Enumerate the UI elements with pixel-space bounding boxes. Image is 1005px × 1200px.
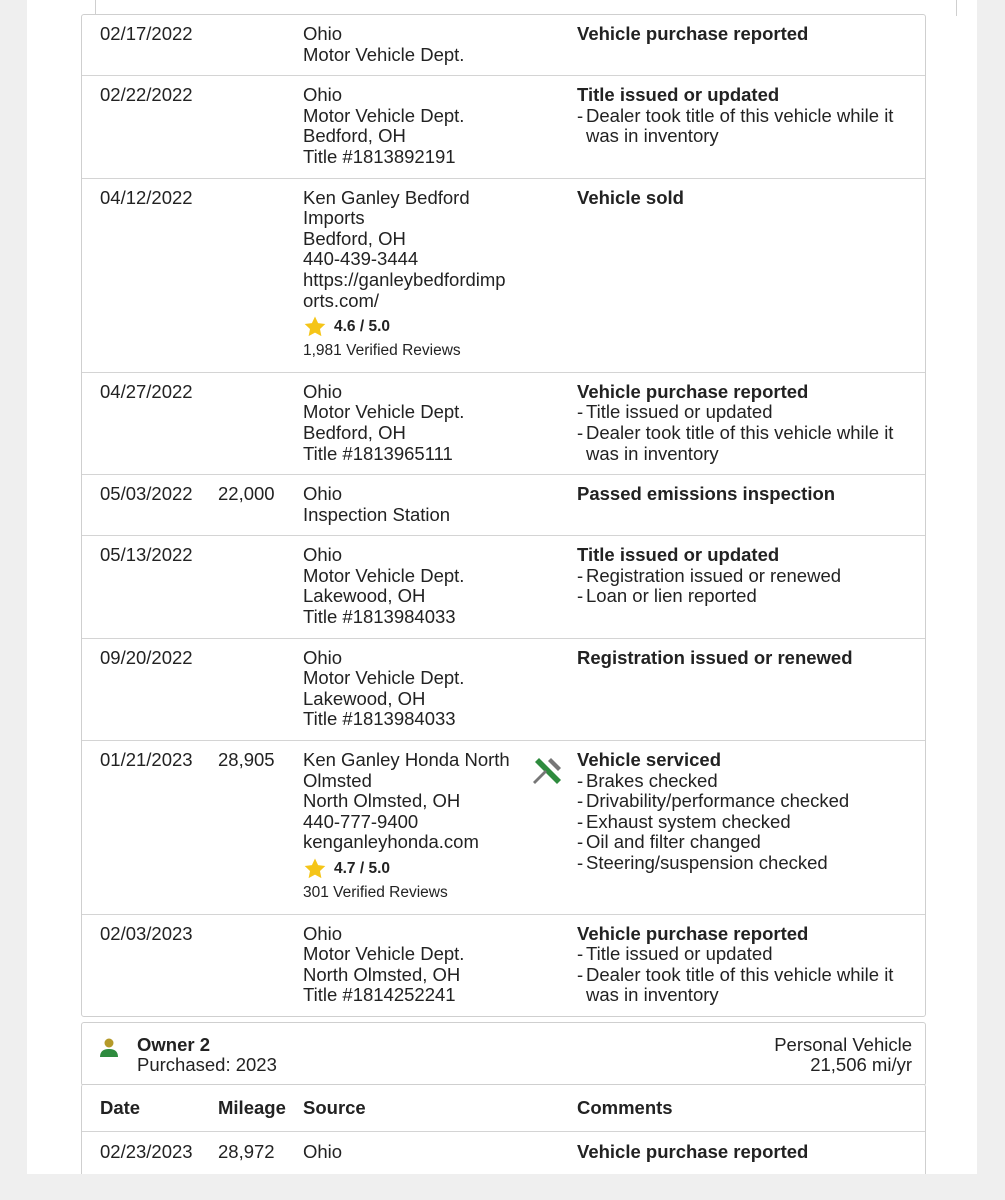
table-row <box>82 178 925 372</box>
table-row <box>82 638 925 740</box>
record-date: 02/03/2023 <box>100 922 193 944</box>
record-source-line: Ken Ganley Honda North <box>303 749 510 771</box>
verified-reviews-link[interactable]: 1,981 Verified Reviews <box>303 342 461 360</box>
record-comment-title: Vehicle serviced <box>577 749 721 771</box>
record-source-line: Ohio <box>303 483 343 505</box>
owner-vehicle-type: Personal Vehicle <box>774 1034 912 1055</box>
record-comment-title: Vehicle purchase reported <box>577 380 809 402</box>
record-source-line: Motor Vehicle Dept. <box>303 943 465 965</box>
record-source-line: 440-777-9400 <box>303 810 419 832</box>
column-header-source: Source <box>303 1097 366 1118</box>
record-source-line: Imports <box>303 207 365 229</box>
record-comment-title: Title issued or updated <box>577 544 780 566</box>
star-icon <box>303 315 327 339</box>
record-source-line: Ken Ganley Bedford <box>303 186 470 208</box>
record-source-line: Olmsted <box>303 769 372 791</box>
table-row <box>82 914 925 1016</box>
record-date: 04/27/2022 <box>100 380 193 402</box>
record-source-line: Motor Vehicle Dept. <box>303 104 465 126</box>
record-date: 02/22/2022 <box>100 84 193 106</box>
record-mileage: 28,972 <box>218 1141 275 1162</box>
frame-line <box>956 0 957 16</box>
record-comment-item: - Dealer took title of this vehicle while it was in inventory <box>577 106 913 147</box>
record-source-line: Ohio <box>303 23 343 44</box>
report-page <box>27 0 977 1174</box>
record-comment-title: Title issued or updated <box>577 84 780 106</box>
record-comment-title: Passed emissions inspection <box>577 483 836 505</box>
owner-purchased: Purchased: 2023 <box>137 1054 277 1075</box>
record-date: 05/03/2022 <box>100 483 193 505</box>
record-date: 04/12/2022 <box>100 186 193 208</box>
table-row <box>82 1132 925 1163</box>
star-icon <box>303 857 327 881</box>
record-source-line: Ohio <box>303 380 343 402</box>
record-mileage: 22,000 <box>218 483 275 505</box>
wrench-screwdriver-icon <box>531 754 565 788</box>
record-source-line: Motor Vehicle Dept. <box>303 43 465 65</box>
record-source-line: Lakewood, OH <box>303 687 426 709</box>
column-header-mileage: Mileage <box>218 1097 286 1118</box>
record-comment-title: Vehicle sold <box>577 186 684 208</box>
rating-score: 4.7 / 5.0 <box>334 859 391 877</box>
column-header-comments: Comments <box>577 1097 673 1118</box>
person-icon <box>98 1037 120 1059</box>
record-source-line: Title #1813965111 <box>303 442 453 464</box>
record-source-line: Title #1813892191 <box>303 145 456 167</box>
record-source-line: Title #1813984033 <box>303 606 456 628</box>
record-comment-item: - Dealer took title of this vehicle while it was in inventory <box>577 423 913 464</box>
record-source-line: Ohio <box>303 84 343 106</box>
record-comment-item: - Oil and filter changed <box>577 832 913 853</box>
record-comment-item: - Title issued or updated <box>577 402 913 423</box>
record-comment-item: - Dealer took title of this vehicle while it was in inventory <box>577 965 913 1006</box>
table-header <box>82 1084 925 1132</box>
owner2-header[interactable] <box>81 1022 926 1086</box>
record-date: 05/13/2022 <box>100 544 193 566</box>
record-comment-title: Vehicle purchase reported <box>577 922 809 944</box>
record-source-line: North Olmsted, OH <box>303 963 461 985</box>
record-source-line: Motor Vehicle Dept. <box>303 667 465 689</box>
table-row <box>82 740 925 914</box>
record-source-line: Bedford, OH <box>303 125 406 147</box>
record-source: Ohio <box>303 1141 343 1162</box>
record-comment-item: - Brakes checked <box>577 771 913 792</box>
record-comment-item: - Drivability/performance checked <box>577 791 913 812</box>
record-comment-title: Vehicle purchase reported <box>577 1141 809 1162</box>
column-header-date: Date <box>100 1097 141 1118</box>
dealer-rating[interactable] <box>303 857 531 881</box>
record-source-line: Bedford, OH <box>303 227 406 249</box>
record-comment-item: - Steering/suspension checked <box>577 853 913 874</box>
owner2-history-table <box>81 1084 926 1174</box>
record-source-line: Motor Vehicle Dept. <box>303 564 465 586</box>
record-date: 02/17/2022 <box>100 23 193 44</box>
dealer-rating[interactable] <box>303 315 531 339</box>
record-source-line: Lakewood, OH <box>303 585 426 607</box>
record-comment-item: - Exhaust system checked <box>577 812 913 833</box>
record-date: 02/23/2023 <box>100 1141 193 1162</box>
record-source-line: orts.com/ <box>303 289 380 311</box>
record-source-line: Title #1814252241 <box>303 984 456 1006</box>
record-source-line: https://ganleybedfordimp <box>303 268 506 290</box>
owner-mileage-rate: 21,506 mi/yr <box>810 1054 912 1075</box>
record-source-line: Title #1813984033 <box>303 708 456 730</box>
verified-reviews-link[interactable]: 301 Verified Reviews <box>303 884 448 901</box>
rating-score: 4.6 / 5.0 <box>334 317 391 335</box>
table-row <box>82 535 925 637</box>
record-comment-title: Vehicle purchase reported <box>577 23 809 44</box>
record-comment-item: - Loan or lien reported <box>577 586 913 607</box>
record-source-line: Bedford, OH <box>303 421 406 443</box>
owner-name: Owner 2 <box>137 1034 210 1055</box>
record-source-line: Ohio <box>303 544 343 566</box>
record-source-line: Inspection Station <box>303 503 451 525</box>
record-source-line: North Olmsted, OH <box>303 790 461 812</box>
record-comment-item: - Registration issued or renewed <box>577 566 913 587</box>
record-source-line: Ohio <box>303 922 343 944</box>
record-source-line: kenganleyhonda.com <box>303 831 479 853</box>
table-row <box>82 15 925 75</box>
record-source-line: Ohio <box>303 646 343 668</box>
record-comment-item: - Title issued or updated <box>577 944 913 965</box>
owner1-history-table <box>81 14 926 1017</box>
record-date: 09/20/2022 <box>100 646 193 668</box>
table-row <box>82 474 925 535</box>
record-mileage: 28,905 <box>218 749 275 771</box>
table-row <box>82 372 925 474</box>
record-comment-title: Registration issued or renewed <box>577 646 853 668</box>
record-source-line: 440-439-3444 <box>303 248 419 270</box>
record-source-line: Motor Vehicle Dept. <box>303 401 465 423</box>
record-date: 01/21/2023 <box>100 749 193 771</box>
table-row <box>82 75 925 177</box>
